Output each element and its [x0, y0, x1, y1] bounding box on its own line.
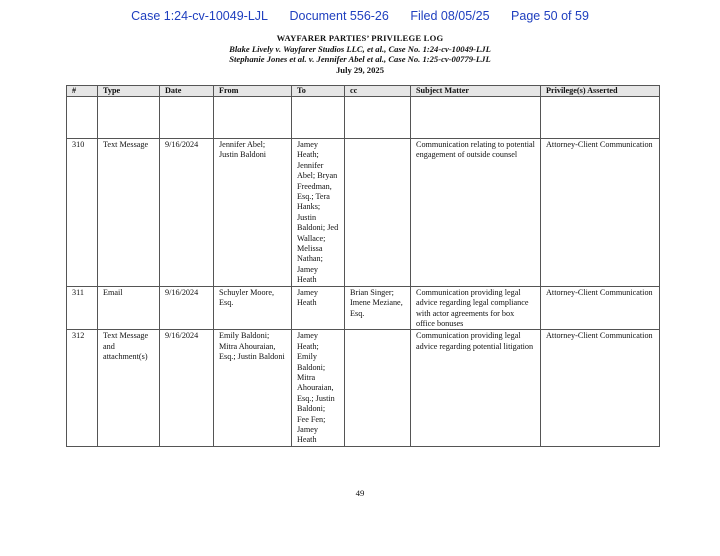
cell-number: 311: [67, 286, 98, 330]
table-row-blank: [67, 97, 660, 139]
cell-subject-matter: Communication relating to potential engagement of outside counsel: [411, 139, 541, 287]
filing-header: [0, 9, 720, 23]
cell-date: 9/16/2024: [160, 330, 214, 446]
cell-to: Jamey Heath; Emily Baldoni; Mitra Ahouraian, Esq.; Justin Baldoni; Fee Fen; Jamey Heath: [292, 330, 345, 446]
cell-privilege: Attorney-Client Communication: [541, 286, 660, 330]
column-header-number: #: [67, 86, 98, 97]
column-header-to: To: [292, 86, 345, 97]
cell-number: 310: [67, 139, 98, 287]
cell-date: 9/16/2024: [160, 286, 214, 330]
cell-cc: [345, 139, 411, 287]
table-row: [67, 330, 660, 446]
document-date: July 29, 2025: [336, 64, 384, 75]
cell-privilege: Attorney-Client Communication: [541, 330, 660, 446]
privilege-log-table: [66, 85, 660, 447]
cell-from: Schuyler Moore, Esq.: [214, 286, 292, 330]
case-number: Case 1:24-cv-10049-LJL: [131, 9, 268, 23]
cell-type: Text Message: [98, 139, 160, 287]
column-header-type: Type: [98, 86, 160, 97]
document-title: WAYFARER PARTIES’ PRIVILEGE LOG: [276, 33, 444, 43]
cell-to: Jamey Heath; Jennifer Abel; Bryan Freedman, Esq.; Tera Hanks; Justin Baldoni; Jed Wallace; Melissa Nathan; Jamey Heath: [292, 139, 345, 287]
cell-type: Email: [98, 286, 160, 330]
cell-type: Text Message and attachment(s): [98, 330, 160, 446]
case-caption-1: Blake Lively v. Wayfarer Studios LLC, et al., Case No. 1:24-cv-10049-LJL: [229, 43, 491, 54]
cell-date: 9/16/2024: [160, 139, 214, 287]
table-row: [67, 139, 660, 287]
table-header-row: [67, 86, 660, 97]
column-header-privileges: Privilege(s) Asserted: [541, 86, 660, 97]
column-header-subject-matter: Subject Matter: [411, 86, 541, 97]
cell-cc: [345, 330, 411, 446]
cell-subject-matter: Communication providing legal advice regarding potential litigation: [411, 330, 541, 446]
document-title-block: [0, 33, 720, 75]
column-header-cc: cc: [345, 86, 411, 97]
cell-from: Emily Baldoni; Mitra Ahouraian, Esq.; Justin Baldoni: [214, 330, 292, 446]
table-row: [67, 286, 660, 330]
case-caption-2: Stephanie Jones et al. v. Jennifer Abel et al., Case No. 1:25-cv-00779-LJL: [229, 54, 491, 65]
cell-number: 312: [67, 330, 98, 446]
page-number: 49: [355, 488, 365, 498]
cell-to: Jamey Heath: [292, 286, 345, 330]
page-of-total: Page 50 of 59: [511, 9, 589, 23]
cell-from: Jennifer Abel; Justin Baldoni: [214, 139, 292, 287]
column-header-from: From: [214, 86, 292, 97]
cell-subject-matter: Communication providing legal advice regarding legal compliance with actor agreements for box office bonuses: [411, 286, 541, 330]
column-header-date: Date: [160, 86, 214, 97]
document-number: Document 556-26: [289, 9, 389, 23]
filed-date: Filed 08/05/25: [410, 9, 490, 23]
cell-cc: Brian Singer; Imene Meziane, Esq.: [345, 286, 411, 330]
cell-privilege: Attorney-Client Communication: [541, 139, 660, 287]
